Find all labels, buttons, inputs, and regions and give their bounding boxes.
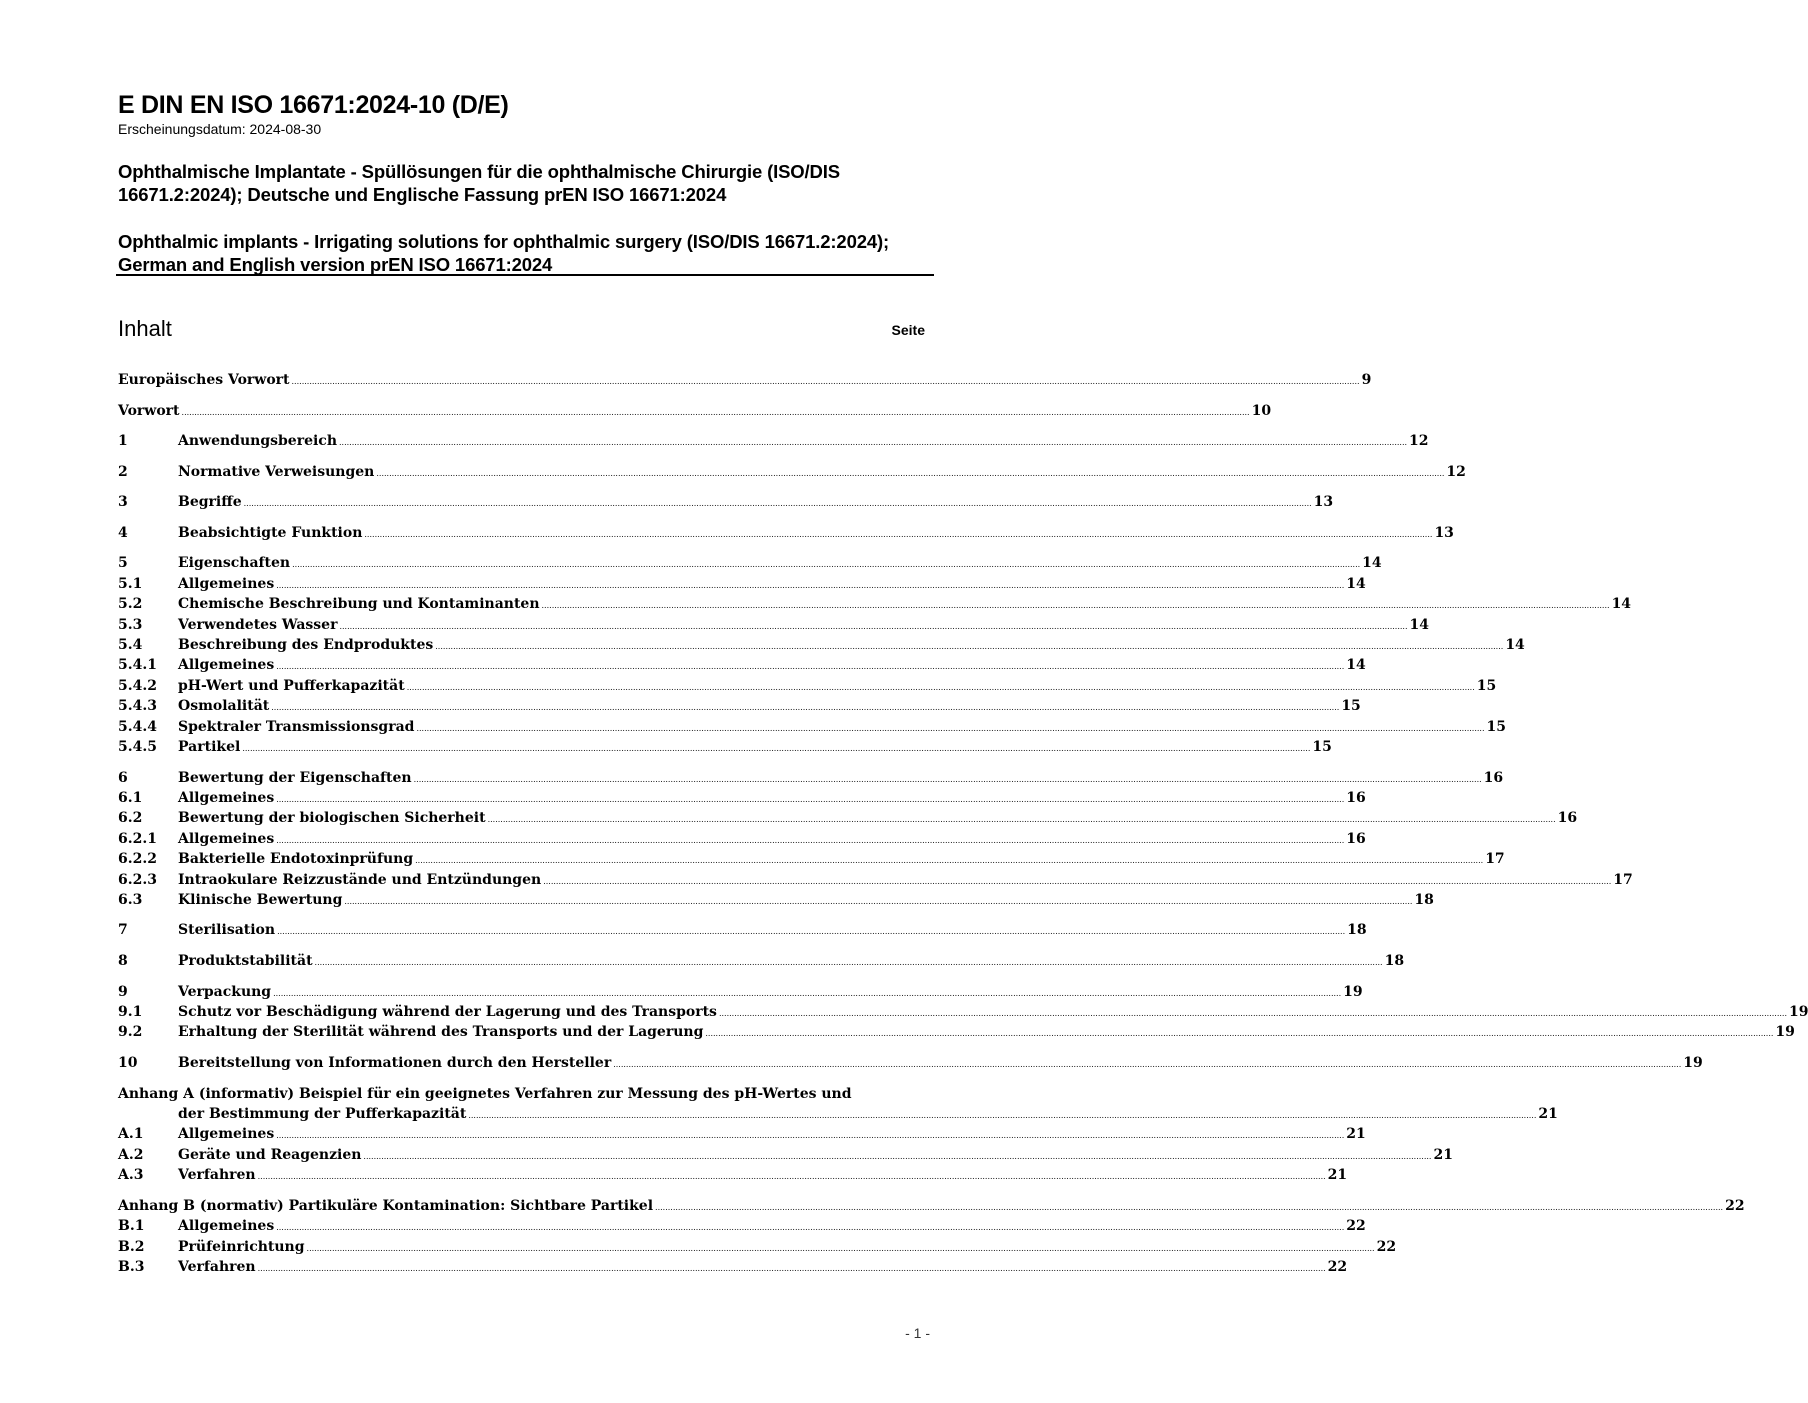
toc-entry-title: Erhaltung der Sterilität während des Transports und der Lagerung (178, 1024, 704, 1041)
toc-entry-title: Osmolalität (178, 698, 270, 715)
toc-entry-page: 12 (1409, 433, 1429, 450)
toc-entry-number: 5.2 (118, 596, 143, 613)
toc-entry-page: 21 (1346, 1126, 1366, 1143)
toc-leader-dots (435, 635, 1503, 657)
toc-leader-dots (655, 1196, 1723, 1218)
toc-entry-page: 15 (1312, 738, 1332, 755)
toc-entry-page: 22 (1725, 1197, 1745, 1214)
toc-entry[interactable] (118, 788, 1366, 808)
toc-entry-number: 6.2 (118, 810, 143, 827)
toc-leader-dots (315, 951, 1383, 973)
toc-leader-dots (414, 768, 1482, 790)
toc-entry-number: 7 (118, 922, 128, 939)
toc-entry-title: Prüfeinrichtung (178, 1238, 305, 1255)
toc-entry-title: pH-Wert und Pufferkapazität (178, 677, 405, 694)
toc-entry-title: Anwendungsbereich (178, 433, 337, 450)
toc-entry[interactable] (118, 1237, 1397, 1257)
toc-entry[interactable] (118, 431, 1429, 451)
toc-entry-page: 10 (1251, 402, 1272, 419)
title-german: Ophthalmische Implantate - Spüllösungen für die ophthalmische Chirurgie (ISO/DIS 16671.2:2024); Deutsche und Englische Fassung prEN ISO 16671:2024 (118, 161, 840, 205)
toc-entry-page: 14 (1611, 596, 1632, 613)
toc-entry-number: 5.4.3 (118, 698, 157, 715)
toc-entry-title: Bewertung der Eigenschaften (178, 769, 412, 786)
document-id: E DIN EN ISO 16671:2024-10 (D/E) (118, 91, 509, 119)
toc-entry-page: 18 (1347, 922, 1367, 939)
toc-entry-title: Sterilisation (178, 922, 276, 939)
toc-entry-title: Europäisches Vorwort (118, 372, 290, 388)
toc-entry-page: 21 (1327, 1167, 1348, 1184)
toc-entry[interactable] (118, 492, 1334, 512)
toc-entry-number: 5 (118, 555, 128, 572)
toc-entry[interactable] (118, 808, 1578, 828)
toc-entry[interactable] (118, 920, 1367, 940)
toc-entry-page: 17 (1485, 851, 1505, 868)
toc-leader-dots (258, 1257, 1326, 1279)
toc-leader-dots (415, 849, 1483, 871)
toc-entry[interactable] (118, 1124, 1366, 1144)
toc-entry-number: B.2 (118, 1238, 145, 1255)
toc-entry-page: 18 (1414, 891, 1434, 908)
table-of-contents (118, 370, 1808, 1277)
toc-entry-title: Produktstabilität (178, 953, 313, 970)
toc-entry-title: Normative Verweisungen (178, 463, 375, 480)
toc-page-column-label: Seite (891, 322, 925, 338)
toc-entry[interactable] (118, 890, 1434, 910)
toc-entry[interactable] (118, 829, 1366, 849)
toc-leader-dots (271, 696, 1339, 718)
toc-leader-dots (488, 808, 1556, 830)
toc-entry-page: 22 (1327, 1258, 1348, 1275)
toc-leader-dots (182, 401, 1250, 423)
toc-entry[interactable] (118, 1216, 1366, 1236)
toc-entry-page: 16 (1346, 789, 1366, 806)
toc-entry-title: Allgemeines (178, 657, 275, 674)
toc-entry-title: Bakterielle Endotoxinprüfung (178, 851, 414, 868)
toc-entry-page: 17 (1613, 871, 1633, 888)
toc-entry-number: 6.2.3 (118, 871, 157, 888)
title-english: Ophthalmic implants - Irrigating solutions for ophthalmic surgery (ISO/DIS 16671.2:2024); German and English version prEN ISO 16671:2024 (118, 231, 890, 275)
toc-entry-page: 14 (1362, 555, 1382, 572)
toc-leader-dots (468, 1104, 1536, 1126)
toc-entry-title: Intraokulare Reizzustände und Entzündungen (178, 871, 542, 888)
toc-leader-dots (363, 1145, 1431, 1167)
toc-entry-title: Bereitstellung von Informationen durch den Hersteller (178, 1055, 612, 1071)
toc-annex-a-heading[interactable]: Anhang A (informativ) Beispiel für ein geeignetes Verfahren zur Messung des pH-Wertes und (118, 1085, 852, 1102)
toc-entry-title: Begriffe (178, 494, 242, 511)
toc-entry-title: Allgemeines (178, 789, 275, 806)
toc-entry[interactable] (118, 696, 1361, 716)
toc-entry-page: 16 (1557, 810, 1578, 827)
toc-entry-title: Verfahren (178, 1258, 256, 1275)
toc-entry-page: 13 (1313, 494, 1334, 511)
toc-entry-page: 15 (1476, 677, 1497, 694)
toc-annex-a-heading-continued[interactable] (118, 1104, 1558, 1124)
toc-entry-number: 4 (118, 524, 128, 541)
toc-entry-number: A.1 (118, 1126, 144, 1143)
toc-entry-title: Verpackung (178, 983, 272, 1000)
toc-entry-title: Klinische Bewertung (178, 891, 343, 908)
toc-leader-dots (307, 1237, 1375, 1259)
toc-leader-dots (416, 717, 1484, 739)
toc-entry[interactable] (118, 768, 1504, 788)
toc-entry-page: 16 (1346, 830, 1366, 847)
toc-entry-page: 21 (1538, 1105, 1558, 1122)
toc-entry-title: Beschreibung des Endproduktes (178, 637, 434, 654)
toc-entry-title: Schutz vor Beschädigung während der Lagerung und des Transports (178, 1004, 717, 1021)
toc-leader-dots (719, 1002, 1787, 1024)
toc-leader-dots (276, 1124, 1344, 1146)
toc-entry[interactable] (118, 1145, 1453, 1165)
toc-entry-number: 6.1 (118, 789, 143, 806)
toc-entry-number: 1 (118, 433, 128, 450)
toc-entry-number: 5.4.1 (118, 657, 157, 674)
toc-entry-number: 5.4.5 (118, 738, 157, 755)
toc-entry-page: 21 (1433, 1146, 1453, 1163)
toc-entry-page: 19 (1683, 1055, 1703, 1071)
toc-annex-b-heading[interactable] (118, 1196, 1745, 1216)
toc-entry-number: 5.4.4 (118, 718, 157, 735)
toc-entry-number: B.1 (118, 1218, 145, 1235)
toc-leader-dots (277, 920, 1345, 942)
toc-entry[interactable] (118, 574, 1366, 594)
toc-leader-dots (292, 370, 1360, 392)
toc-leader-dots (276, 574, 1344, 596)
toc-leader-dots (376, 462, 1444, 484)
toc-entry[interactable] (118, 951, 1405, 971)
toc-entry-page: 19 (1343, 983, 1363, 1000)
toc-leader-dots (276, 788, 1344, 810)
toc-entry-number: 5.4.2 (118, 677, 157, 694)
toc-entry-page: 18 (1384, 953, 1405, 970)
toc-leader-dots (276, 655, 1344, 677)
toc-entry-title: Geräte und Reagenzien (178, 1146, 362, 1163)
toc-entry-title: Verfahren (178, 1167, 256, 1184)
toc-leader-dots (542, 594, 1610, 616)
toc-entry-number: 2 (118, 463, 128, 480)
toc-leader-dots (543, 870, 1611, 892)
toc-entry-title: der Bestimmung der Pufferkapazität (178, 1105, 467, 1122)
toc-entry-title: Allgemeines (178, 575, 275, 592)
toc-entry[interactable] (118, 635, 1525, 655)
toc-entry-number: 6.2.2 (118, 851, 157, 868)
toc-leader-dots (344, 890, 1412, 912)
toc-entry-number: 6.2.1 (118, 830, 157, 847)
toc-entry-page: 15 (1341, 698, 1361, 715)
toc-leader-dots (292, 553, 1360, 575)
toc-leader-dots (258, 1165, 1326, 1187)
toc-entry-page: 19 (1788, 1004, 1808, 1021)
toc-leader-dots (407, 676, 1475, 698)
toc-entry[interactable] (118, 717, 1506, 737)
toc-entry[interactable] (118, 1165, 1348, 1185)
toc-entry-number: A.2 (118, 1146, 144, 1163)
toc-entry-page: 9 (1361, 372, 1372, 388)
toc-entry[interactable] (118, 370, 1372, 390)
toc-entry-page: 16 (1483, 769, 1504, 786)
toc-entry-title: Bewertung der biologischen Sicherheit (178, 810, 486, 827)
toc-entry[interactable] (118, 982, 1363, 1002)
toc-entry-page: 12 (1446, 463, 1466, 480)
toc-entry-page: 14 (1346, 575, 1366, 592)
toc-leader-dots (276, 1216, 1344, 1238)
toc-entry-number: 5.3 (118, 616, 143, 633)
toc-entry-number: 9.2 (118, 1024, 143, 1041)
toc-entry-page: 14 (1346, 657, 1366, 674)
toc-entry-number: 9 (118, 983, 128, 1000)
toc-entry[interactable] (118, 655, 1366, 675)
toc-entry-page: 14 (1505, 637, 1525, 654)
toc-entry-number: 6.3 (118, 891, 143, 908)
toc-entry-title: Vorwort (118, 402, 180, 419)
toc-entry[interactable] (118, 615, 1429, 635)
toc-entry[interactable] (118, 594, 1632, 614)
page-number: - 1 - (905, 1325, 930, 1341)
toc-entry[interactable] (118, 1257, 1348, 1277)
publication-date: Erscheinungsdatum: 2024-08-30 (118, 121, 322, 137)
toc-entry[interactable] (118, 553, 1382, 573)
toc-leader-dots (339, 431, 1407, 453)
toc-entry-title: Allgemeines (178, 830, 275, 847)
toc-entry-page: 19 (1775, 1024, 1795, 1041)
toc-entry-number: 8 (118, 953, 128, 970)
toc-heading: Inhalt (118, 316, 172, 341)
toc-entry-number: 9.1 (118, 1004, 143, 1021)
toc-entry-number: A.3 (118, 1167, 144, 1184)
toc-entry-number: 5.4 (118, 637, 143, 654)
toc-leader-dots (705, 1022, 1773, 1044)
toc-entry-page: 13 (1434, 524, 1454, 541)
toc-entry-number: 10 (118, 1055, 138, 1071)
toc-entry-page: 14 (1409, 616, 1429, 633)
toc-entry-number: 3 (118, 494, 128, 511)
toc-leader-dots (242, 737, 1310, 759)
toc-entry[interactable] (118, 1002, 1808, 1022)
toc-entry-title: Eigenschaften (178, 555, 291, 572)
toc-entry[interactable] (118, 676, 1497, 696)
toc-entry[interactable] (118, 1022, 1795, 1042)
title-divider (116, 274, 934, 276)
toc-entry-title: Verwendetes Wasser (178, 616, 338, 633)
toc-entry-title: Allgemeines (178, 1218, 275, 1235)
toc-entry-number: B.3 (118, 1258, 145, 1275)
toc-entry[interactable] (118, 462, 1466, 482)
toc-entry[interactable] (118, 401, 1272, 421)
toc-entry[interactable] (118, 870, 1633, 890)
toc-entry-number: 6 (118, 769, 128, 786)
toc-entry-title: Anhang B (normativ) Partikuläre Kontamination: Sichtbare Partikel (118, 1197, 654, 1214)
toc-leader-dots (339, 615, 1407, 637)
toc-entry[interactable] (118, 523, 1454, 543)
toc-entry[interactable] (118, 849, 1505, 869)
toc-entry-title: Beabsichtigte Funktion (178, 524, 363, 541)
toc-entry-title: Partikel (178, 738, 241, 755)
toc-entry[interactable] (118, 737, 1332, 757)
toc-entry-number: 5.1 (118, 575, 143, 592)
toc-entry-page: 22 (1376, 1238, 1397, 1255)
toc-entry-page: 15 (1486, 718, 1506, 735)
toc-leader-dots (273, 982, 1341, 1004)
toc-entry[interactable] (118, 1053, 1703, 1073)
toc-leader-dots (613, 1053, 1681, 1075)
toc-entry-page: 22 (1346, 1218, 1366, 1235)
toc-leader-dots (364, 523, 1432, 545)
toc-entry-title: Allgemeines (178, 1126, 275, 1143)
toc-leader-dots (244, 492, 1312, 514)
toc-entry-title: Spektraler Transmissionsgrad (178, 718, 415, 735)
toc-entry-title: Chemische Beschreibung und Kontaminanten (178, 596, 540, 613)
toc-leader-dots (276, 829, 1344, 851)
